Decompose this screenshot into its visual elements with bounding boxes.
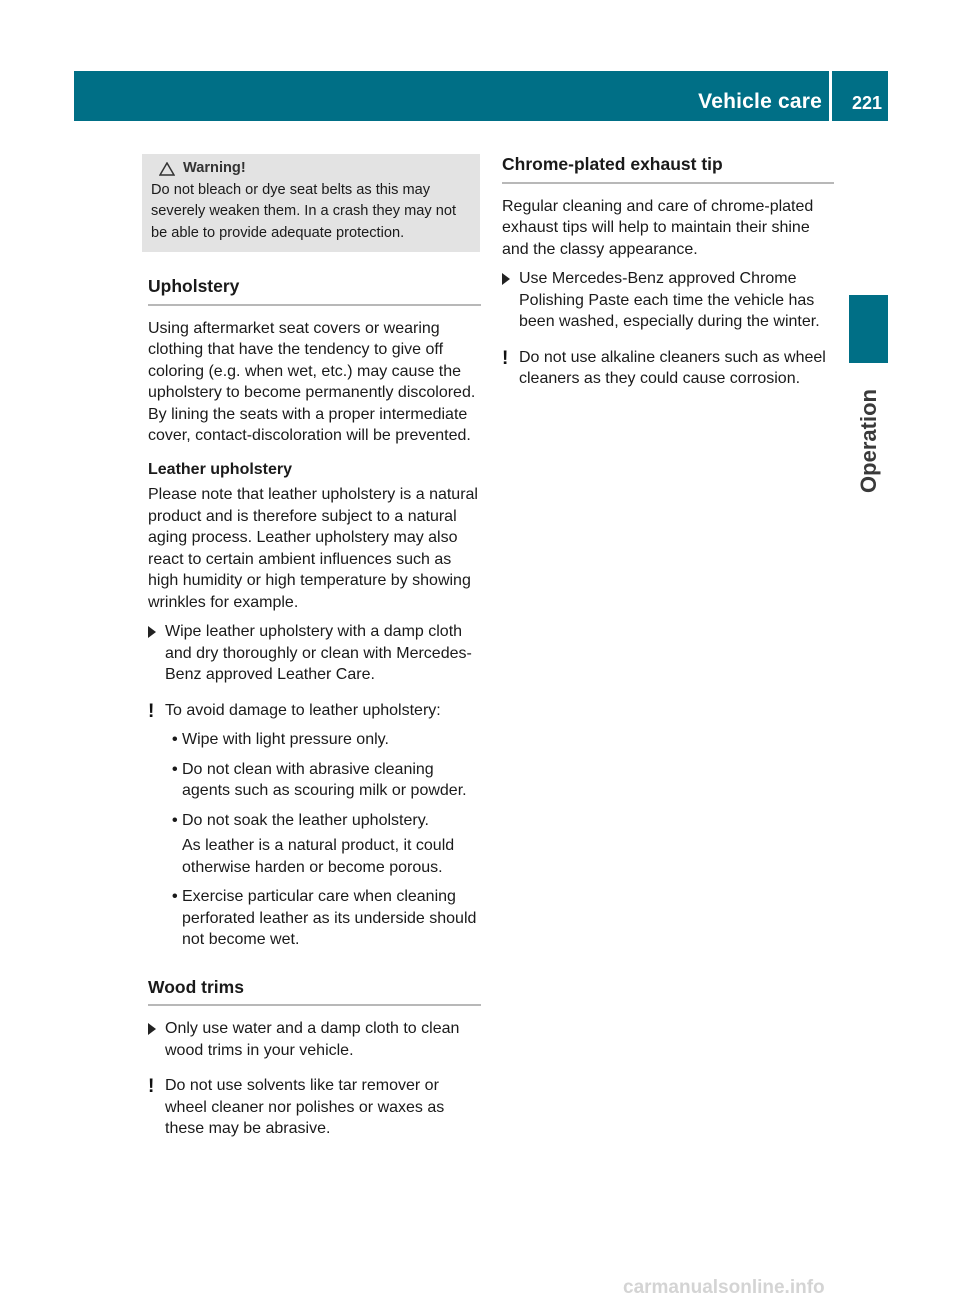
chrome-step-text: Use Mercedes-Benz approved Chrome Polishing Paste each time the vehicle has been washed, especially during the winter. <box>519 270 820 330</box>
exclamation-icon: ! <box>148 1076 155 1097</box>
exclamation-icon: ! <box>148 700 155 722</box>
wood-step <box>148 1018 481 1061</box>
side-tab-marker <box>849 295 888 363</box>
warning-title-text: Warning! <box>183 160 246 176</box>
leather-notice <box>148 700 481 722</box>
leather-step <box>148 621 481 686</box>
wood-heading: Wood trims <box>148 977 481 1007</box>
arrow-step-icon <box>502 273 510 285</box>
page-section-title: Vehicle care <box>698 90 822 113</box>
list-item-text: Exercise particular care when cleaning perforated leather as its underside should not become wet. <box>182 888 477 948</box>
side-tab-label <box>849 376 888 506</box>
upholstery-intro: Using aftermarket seat covers or wearing clothing that have the tendency to give off coloring (e.g. when wet, etc.) may cause the upholstery to become permanently discolored. By lining the seats with a proper intermediate cover, contact-discoloration will be prevented. <box>148 319 476 444</box>
side-tab-text: Operation <box>855 389 881 493</box>
chrome-intro: Regular cleaning and care of chrome-plated exhaust tips will help to maintain their shine and the classy appearance. <box>502 197 814 258</box>
chrome-heading: Chrome-plated exhaust tip <box>502 154 834 184</box>
list-item-extra: As leather is a natural product, it could otherwise harden or become porous. <box>182 837 455 876</box>
wood-step-text: Only use water and a damp cloth to clean wood trims in your vehicle. <box>165 1020 460 1059</box>
footer-watermark: carmanualsonline.info <box>623 1277 825 1298</box>
leather-step-text: Wipe leather upholstery with a damp cloth and dry thoroughly or clean with Mercedes-Benz approved Leather Care. <box>165 623 472 683</box>
warning-box <box>142 154 480 252</box>
right-column <box>502 154 834 390</box>
list-item <box>148 759 481 802</box>
left-column <box>148 154 481 1140</box>
chrome-notice-text: Do not use alkaline cleaners such as wheel cleaners as they could cause corrosion. <box>519 348 826 387</box>
bullet-dot-icon: • <box>172 731 178 748</box>
chrome-step <box>502 268 834 333</box>
header-bar <box>74 71 888 121</box>
list-item-text: Wipe with light pressure only. <box>182 731 389 748</box>
upholstery-heading: Upholstery <box>148 276 481 306</box>
warning-triangle-icon <box>159 162 175 176</box>
arrow-step-icon <box>148 626 156 638</box>
leather-heading: Leather upholstery <box>148 460 293 478</box>
bullet-dot-icon: • <box>172 760 178 778</box>
wood-notice <box>148 1075 481 1140</box>
list-item-text: Do not clean with abrasive cleaning agents such as scouring milk or powder. <box>182 760 467 799</box>
page-number: 221 <box>851 93 882 113</box>
bullet-dot-icon: • <box>172 811 178 829</box>
list-item-text: Do not soak the leather upholstery. <box>182 811 429 829</box>
warning-title <box>151 158 474 180</box>
exclamation-icon: ! <box>502 347 509 369</box>
arrow-step-icon <box>148 1023 156 1035</box>
header-separator <box>829 71 832 121</box>
list-item <box>148 810 481 879</box>
bullet-dot-icon: • <box>172 888 178 905</box>
warning-text: Do not bleach or dye seat belts as this may severely weaken them. In a crash they may not be able to provide adequate protection. <box>151 181 456 241</box>
chrome-notice <box>502 347 834 390</box>
leather-notice-text: To avoid damage to leather upholstery: <box>165 701 441 719</box>
list-item <box>148 886 481 951</box>
wood-notice-text: Do not use solvents like tar remover or wheel cleaner nor polishes or waxes as these may be abrasive. <box>165 1077 445 1137</box>
list-item <box>148 729 481 751</box>
leather-text: Please note that leather upholstery is a natural product and is therefore subject to a natural aging process. Leather upholstery may also react to certain ambient influences such as high humidity or high temperature by showing wrinkles for example. <box>148 486 478 611</box>
